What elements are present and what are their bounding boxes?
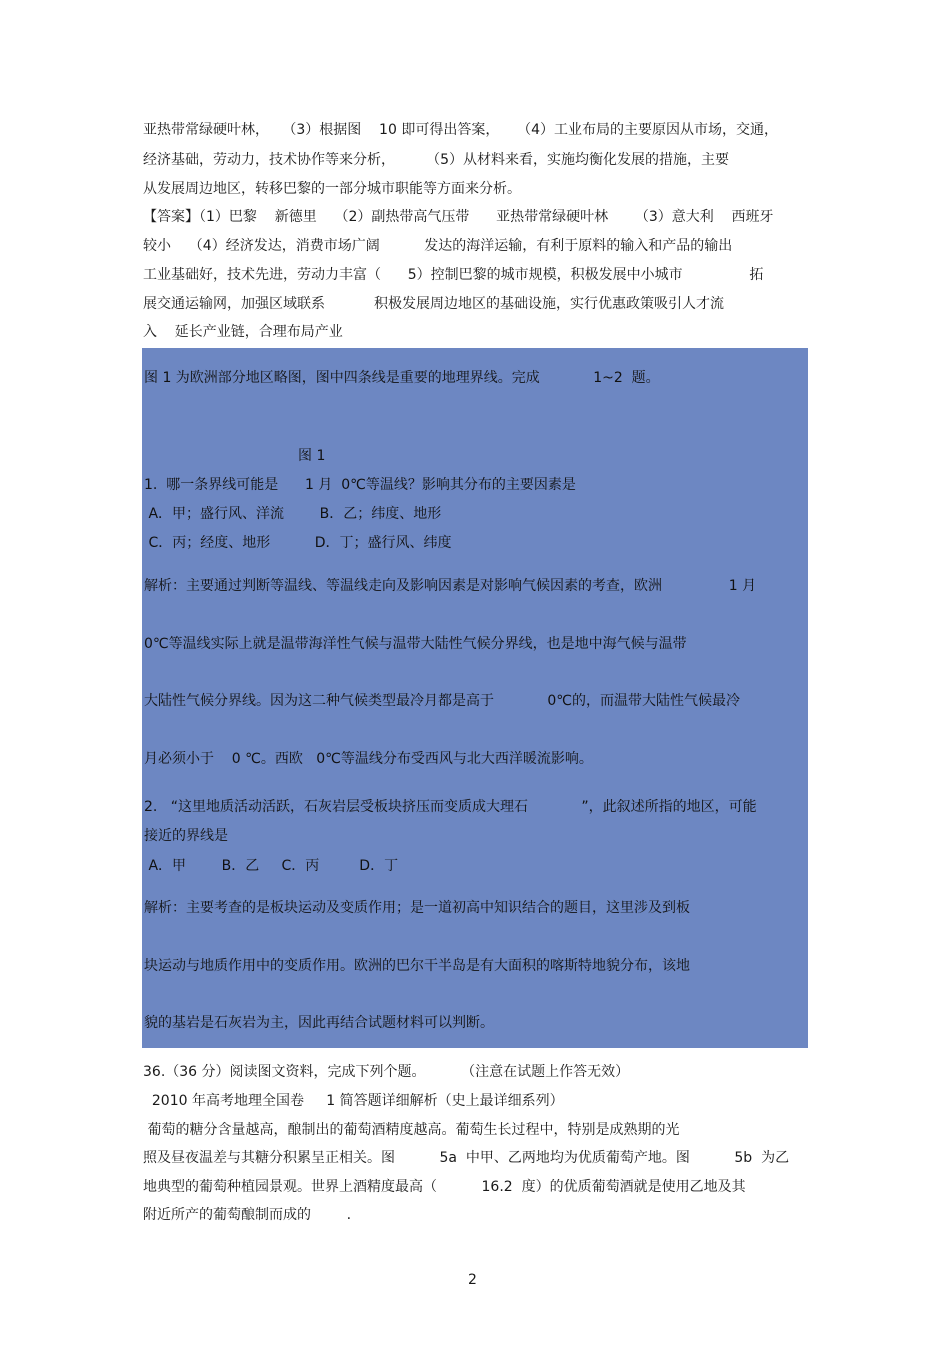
- question-2: 接近的界线是: [144, 828, 228, 844]
- text-line: 附近所产的葡萄酿制而成的 .: [143, 1207, 352, 1223]
- text-line: 地典型的葡萄种植园景观。世界上酒精度最高（ 16.2 度）的优质葡萄酒就是使用乙地及其: [143, 1179, 746, 1195]
- question-2-options: A．甲 B．乙 C．丙 D．丁: [144, 858, 399, 874]
- analysis-1-line: 月必须小于 0 ℃。西欧 0℃等温线分布受西风与北大西洋暖流影响。: [144, 751, 593, 767]
- figure-label: 图 1: [298, 448, 326, 464]
- analysis-2-line: 貌的基岩是石灰岩为主，因此再结合试题材料可以判断。: [144, 1015, 494, 1031]
- question-2: 2. “这里地质活动活跃，石灰岩层受板块挤压而变质成大理石 ”，此叙述所指的地区，可能: [144, 799, 757, 815]
- answer-line: 【答案】（1）巴黎 新德里 （2）副热带高气压带 亚热带常绿硬叶林 （3）意大利 西班牙: [143, 209, 774, 225]
- analysis-1-line: 解析：主要通过判断等温线、等温线走向及影响因素是对影响气候因素的考查，欧洲 1 月: [144, 578, 757, 594]
- analysis-1-line: 大陆性气候分界线。因为这二种气候类型最冷月都是高于 0℃的，而温带大陆性气候最冷: [144, 693, 741, 709]
- question-1-options-cd: C．丙；经度、地形 D．丁；盛行风、纬度: [144, 535, 452, 551]
- page-number: 2: [468, 1272, 477, 1288]
- highlighted-question-block: [142, 348, 808, 1048]
- question-intro: 图 1 为欧洲部分地区略图，图中四条线是重要的地理界线。完成 1~2 题。: [144, 370, 660, 386]
- question-1: 1. 哪一条界线可能是 1 月 0℃等温线？影响其分布的主要因素是: [144, 477, 576, 493]
- analysis-2-line: 块运动与地质作用中的变质作用。欧洲的巴尔干半岛是有大面积的喀斯特地貌分布，该地: [144, 958, 690, 974]
- text-line: 从发展周边地区，转移巴黎的一部分城市职能等方面来分析。: [143, 181, 521, 197]
- text-line: 照及昼夜温差与其糖分积累呈正相关。图 5a 中甲、乙两地均为优质葡萄产地。图 5b 为乙: [143, 1150, 790, 1166]
- answer-line: 工业基础好，技术先进，劳动力丰富（ 5）控制巴黎的城市规模，积极发展中小城市 拓: [143, 267, 764, 283]
- answer-line: 较小 （4）经济发达，消费市场广阔 发达的海洋运输，有利于原料的输入和产品的输出: [143, 238, 733, 254]
- analysis-2-line: 解析：主要考查的是板块运动及变质作用；是一道初高中知识结合的题目，这里涉及到板: [144, 900, 690, 916]
- question-1-options-ab: A．甲；盛行风、洋流 B．乙；纬度、地形: [144, 506, 442, 522]
- analysis-1-line: 0℃等温线实际上就是温带海洋性气候与温带大陆性气候分界线，也是地中海气候与温带: [144, 636, 687, 652]
- answer-line: 展交通运输网，加强区域联系 积极发展周边地区的基础设施，实行优惠政策吸引人才流: [143, 296, 724, 312]
- answer-line: 入 延长产业链，合理布局产业: [143, 324, 343, 340]
- text-line: 葡萄的糖分含量越高，酿制出的葡萄酒精度越高。葡萄生长过程中，特别是成熟期的光: [143, 1122, 680, 1138]
- text-line: 经济基础，劳动力，技术协作等来分析， （5）从材料来看，实施均衡化发展的措施，主要: [143, 152, 730, 168]
- question-36-heading: 36.（36 分）阅读图文资料，完成下列个题。 （注意在试题上作答无效）: [143, 1064, 630, 1080]
- text-line: 2010 年高考地理全国卷 1 简答题详细解析（史上最详细系列）: [143, 1093, 564, 1109]
- text-line: 亚热带常绿硬叶林， （3）根据图 10 即可得出答案， （4）工业布局的主要原因从市场，交通，: [143, 122, 779, 138]
